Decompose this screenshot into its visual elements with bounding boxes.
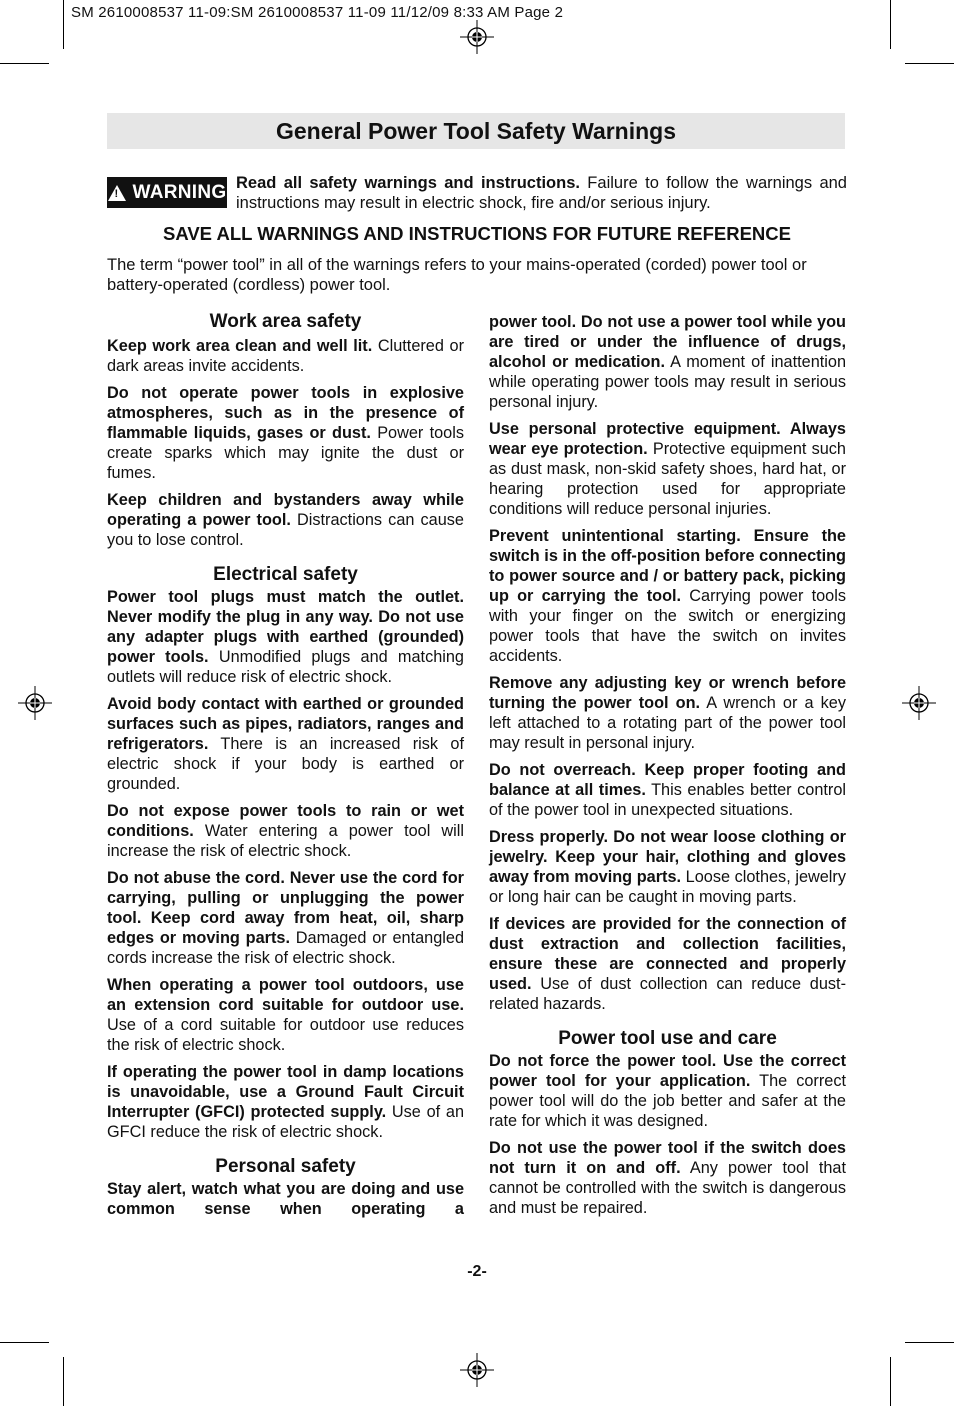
warning-item: Avoid body contact with earthed or grounded surfaces such as pipes, radiators, ranges and refrigerators. There is an increased risk of electric shock if your body is earthed or grounded. <box>107 695 464 793</box>
warning-item: Keep work area clean and well lit. Cluttered or dark areas invite accidents. <box>107 337 464 375</box>
warning-item: Remove any adjusting key or wrench before turning the power tool on. A wrench or a key left attached to a rotating part of the power tool may result in personal injury. <box>489 674 846 752</box>
section-heading-personal: Personal safety <box>215 1156 356 1177</box>
section-heading-use-care: Power tool use and care <box>558 1028 777 1049</box>
warning-item: power tool. Do not use a power tool while you are tired or under the influence of drugs, alcohol or medication. A moment of inattention while operating power tools may result in serious personal injury. <box>489 313 846 411</box>
crop-mark <box>890 0 891 49</box>
warning-item: Power tool plugs must match the outlet. Never modify the plug in any way. Do not use any adapter plugs with earthed (grounded) power tools. Unmodified plugs and matching outlets will reduce risk of electric shock. <box>107 588 464 686</box>
right-column <box>489 312 846 1218</box>
warning-item: Do not overreach. Keep proper footing and balance at all times. This enables better control of the power tool in unexpected situations. <box>489 761 847 819</box>
crop-mark <box>0 1342 49 1343</box>
warning-item: Do not force the power tool. Use the correct power tool for your application. The correct power tool will do the job better and safer at the rate for which it was designed. <box>489 1052 846 1130</box>
section-heading-electrical: Electrical safety <box>213 564 358 585</box>
crop-mark <box>63 1357 64 1406</box>
warning-item: Stay alert, watch what you are doing and use common sense when operating a <box>107 1180 464 1218</box>
warning-item: Use personal protective equipment. Always wear eye protection. Protective equipment such as dust mask, non-skid safety shoes, hard hat, or hearing protection used for appropriate conditions will reduce personal injuries. <box>489 420 846 518</box>
intro-paragraph: The term “power tool” in all of the warnings refers to your mains-operated (corded) power tool or battery-operated (cordless) power tool. <box>107 256 807 294</box>
crop-mark <box>890 1357 891 1406</box>
registration-mark-icon <box>460 20 494 54</box>
warning-item: Dress properly. Do not wear loose clothing or jewelry. Keep your hair, clothing and gloves away from moving parts. Loose clothes, jewelry or long hair can be caught in moving parts. <box>489 828 846 906</box>
warning-item: Prevent unintentional starting. Ensure the switch is in the off-position before connecting to power source and / or battery pack, picking up or carrying the tool. Carrying power tools with your finger on the switch or energizing power tools that have the switch on invites accidents. <box>489 527 846 665</box>
page-title-bar <box>107 113 845 149</box>
registration-mark-icon <box>902 686 936 720</box>
save-instructions-heading: SAVE ALL WARNINGS AND INSTRUCTIONS FOR FUTURE REFERENCE <box>163 223 791 244</box>
registration-mark-icon <box>460 1353 494 1387</box>
registration-mark-icon <box>18 686 52 720</box>
page-title: General Power Tool Safety Warnings <box>275 117 677 144</box>
warning-item: When operating a power tool outdoors, use an extension cord suitable for outdoor use. Use of a cord suitable for outdoor use reduces the risk of electric shock. <box>107 976 464 1054</box>
left-column <box>107 311 464 1219</box>
warning-triangle-icon: ! <box>108 185 126 201</box>
warning-item: Do not use the power tool if the switch does not turn it on and off. Any power tool that cannot be controlled with the switch is dangerous and must be repaired. <box>489 1139 846 1217</box>
warning-badge <box>107 177 227 208</box>
warning-item: If operating the power tool in damp locations is unavoidable, use a Ground Fault Circuit Interrupter (GFCI) protected supply. Use of an GFCI reduce the risk of electric shock. <box>107 1063 464 1141</box>
warning-label: WARNING <box>132 181 227 203</box>
print-slug-line: SM 2610008537 11-09:SM 2610008537 11-09 11/12/09 8:33 AM Page 2 <box>71 4 564 21</box>
section-heading-work-area: Work area safety <box>209 311 362 332</box>
page-number: -2- <box>467 1263 487 1280</box>
warning-item: Do not abuse the cord. Never use the cord for carrying, pulling or unplugging the power tool. Keep cord away from heat, oil, sharp edges or moving parts. Damaged or entangled cords increase the risk of electric shock. <box>107 869 464 967</box>
warning-item: Do not operate power tools in explosive atmospheres, such as in the presence of flammable liquids, gases or dust. Power tools create sparks which may ignite the dust or fumes. <box>107 384 464 482</box>
warning-item: If devices are provided for the connection of dust extraction and collection facilities, ensure these are connected and properly used. Use of dust collection can reduce dust-related hazards. <box>489 915 846 1013</box>
warning-item: Do not expose power tools to rain or wet conditions. Water entering a power tool will increase the risk of electric shock. <box>107 802 464 860</box>
crop-mark <box>905 1342 954 1343</box>
warning-text: Read all safety warnings and instructions. Failure to follow the warnings and instructions may result in electric shock, fire and/or serious injury. <box>236 174 847 212</box>
crop-mark <box>0 63 49 64</box>
warning-item: Keep children and bystanders away while operating a power tool. Distractions can cause you to lose control. <box>107 491 464 549</box>
crop-mark <box>63 0 64 49</box>
crop-mark <box>905 63 954 64</box>
